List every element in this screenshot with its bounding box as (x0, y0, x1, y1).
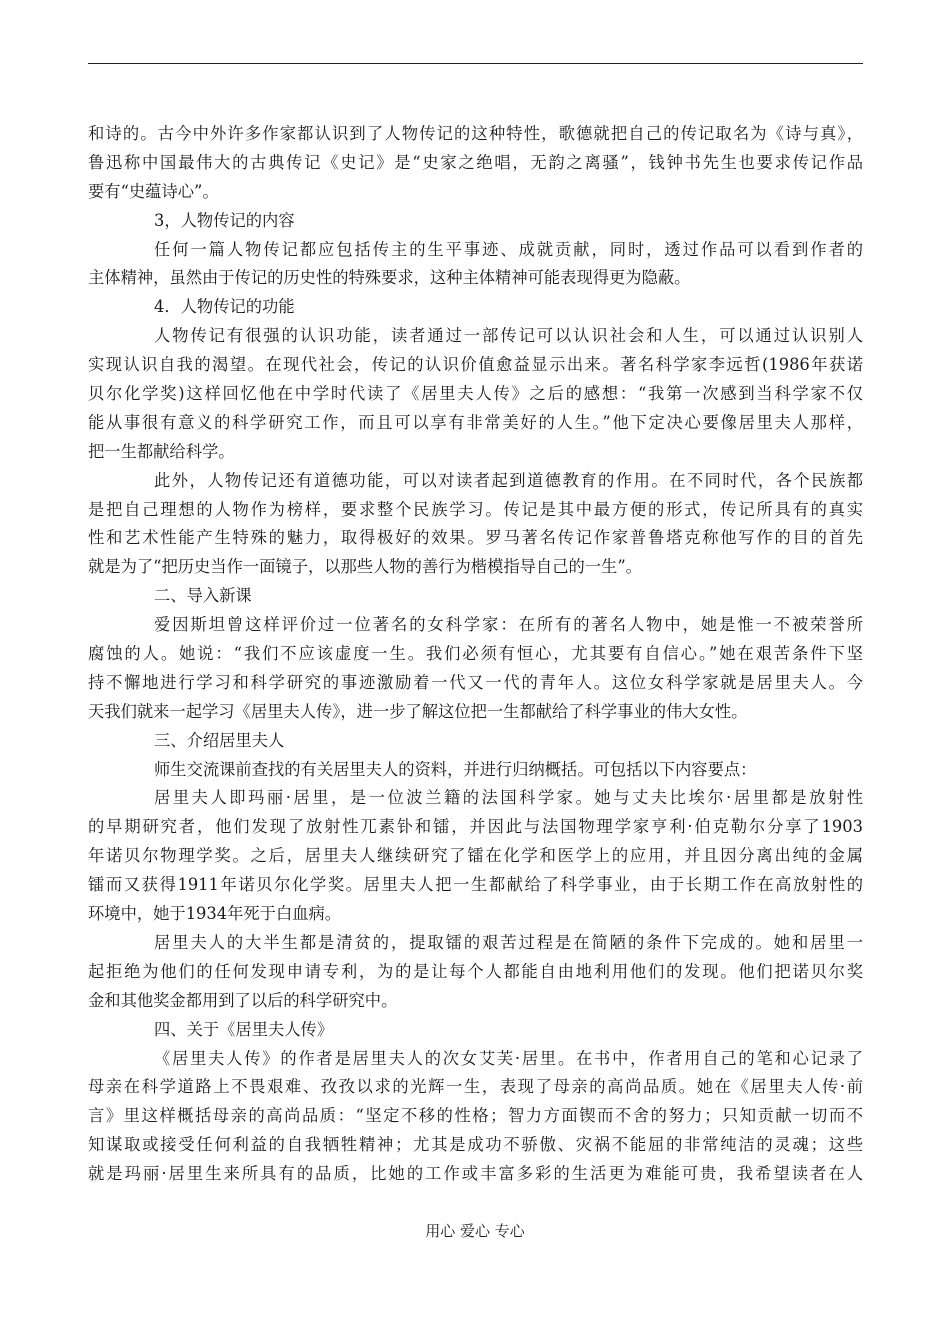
text-line: 环境中，她于1934年死于白血病。 (88, 904, 342, 924)
text-line: 任何一篇人物传记都应包括传主的生平事迹、成就贡献，同时，透过作品可以看到作者的 (154, 239, 863, 259)
text-line: 把一生都献给科学。 (88, 441, 235, 461)
text-line: 是把自己理想的人物作为榜样，要求整个民族学习。传记是其中最方便的形式，传记所具有的真实 (88, 499, 863, 519)
text-line: 镭而又获得1911年诺贝尔化学奖。居里夫人把一生都献给了科学事业，由于长期工作在高放射性的 (88, 875, 863, 895)
page-footer: 用心 爱心 专心 (425, 1222, 525, 1240)
text-line: 此外，人物传记还有道德功能，可以对读者起到道德教育的作用。在不同时代，各个民族都 (154, 470, 863, 490)
text-line: 三、介绍居里夫人 (154, 730, 285, 750)
text-line: 金和其他奖金都用到了以后的科学研究中。 (88, 990, 398, 1010)
text-line: 腐蚀的人。她说：“我们不应该虚度一生。我们必须有恒心，尤其要有自信心。”她在艰苦条件下坚 (88, 644, 863, 664)
header-rule (88, 63, 863, 64)
text-line: 人物传记有很强的认识功能，读者通过一部传记可以认识社会和人生，可以通过认识别人 (154, 326, 863, 346)
text-line: 实现认识自我的渴望。在现代社会，传记的认识价值愈益显示出来。著名科学家李远哲(1986年获诺 (88, 355, 863, 375)
text-line: 天我们就来一起学习《居里夫人传》，进一步了解这位把一生都献给了科学事业的伟大女性。 (88, 701, 748, 721)
text-line: 主体精神，虽然由于传记的历史性的特殊要求，这种主体精神可能表现得更为隐蔽。 (88, 268, 691, 288)
text-line: 就是为了“把历史当作一面镜子，以那些人物的善行为楷模指导自己的一生”。 (88, 557, 642, 577)
text-line: 的早期研究者，他们发现了放射性兀素钋和镭，并因此与法国物理学家亨利·伯克勒尔分享了1903 (88, 817, 863, 837)
text-line: 二、导入新课 (154, 586, 252, 606)
text-line: 要有“史蕴诗心”。 (88, 181, 219, 201)
text-line: 师生交流课前查找的有关居里夫人的资料，并进行归纳概括。可包括以下内容要点： (154, 759, 757, 779)
text-line: 和诗的。古今中外许多作家都认识到了人物传记的这种特性，歌德就把自己的传记取名为《诗与真》， (88, 124, 863, 143)
text-line: 4．人物传记的功能 (154, 297, 295, 317)
text-line: 《居里夫人传》的作者是居里夫人的次女艾芙·居里。在书中，作者用自己的笔和心记录了 (154, 1048, 863, 1068)
text-line: 持不懈地进行学习和科学研究的事迹激励着一代又一代的青年人。这位女科学家就是居里夫人。今 (88, 672, 863, 692)
text-line: 言》里这样概括母亲的高尚品质：“坚定不移的性格；智力方面锲而不舍的努力；只知贡献一切而不 (88, 1106, 863, 1126)
text-line: 母亲在科学道路上不畏艰难、孜孜以求的光辉一生，表现了母亲的高尚品质。她在《居里夫人传·前 (88, 1077, 863, 1097)
text-line: 鲁迅称中国最伟大的古典传记《史记》是“史家之绝唱，无韵之离骚”，钱钟书先生也要求传记作品 (88, 152, 863, 172)
document-body (88, 120, 863, 1189)
text-line: 能从事很有意义的科学研究工作，而且可以享有非常美好的人生。”他下定决心要像居里夫人那样， (88, 412, 863, 432)
text-line: 3，人物传记的内容 (154, 210, 295, 230)
text-line: 贝尔化学奖)这样回忆他在中学时代读了《居里夫人传》之后的感想：“我第一次感到当科学家不仅 (88, 384, 863, 404)
text-line: 爱因斯坦曾这样评价过一位著名的女科学家：在所有的著名人物中，她是惟一不被荣誉所 (154, 615, 863, 635)
text-line: 性和艺术性能产生特殊的魅力，取得极好的效果。罗马著名传记作家普鲁塔克称他写作的目的首先 (88, 528, 863, 548)
text-line: 知谋取或接受任何利益的自我牺牲精神；尤其是成功不骄傲、灾祸不能屈的非常纯洁的灵魂；这些 (88, 1135, 863, 1155)
text-line: 起拒绝为他们的任何发现申请专利，为的是让每个人都能自由地利用他们的发现。他们把诺贝尔奖 (88, 961, 863, 981)
text-line: 年诺贝尔物理学奖。之后，居里夫人继续研究了镭在化学和医学上的应用，并且因分离出纯的金属 (88, 846, 863, 866)
text-line: 居里夫人即玛丽·居里，是一位波兰籍的法国科学家。她与丈夫比埃尔·居里都是放射性 (154, 788, 863, 808)
text-line: 居里夫人的大半生都是清贫的，提取镭的艰苦过程是在简陋的条件下完成的。她和居里一 (154, 932, 863, 952)
text-line: 就是玛丽·居里生来所具有的品质，比她的工作或丰富多彩的生活更为难能可贵，我希望读者在人 (88, 1164, 863, 1184)
text-line: 四、关于《居里夫人传》 (154, 1019, 334, 1039)
